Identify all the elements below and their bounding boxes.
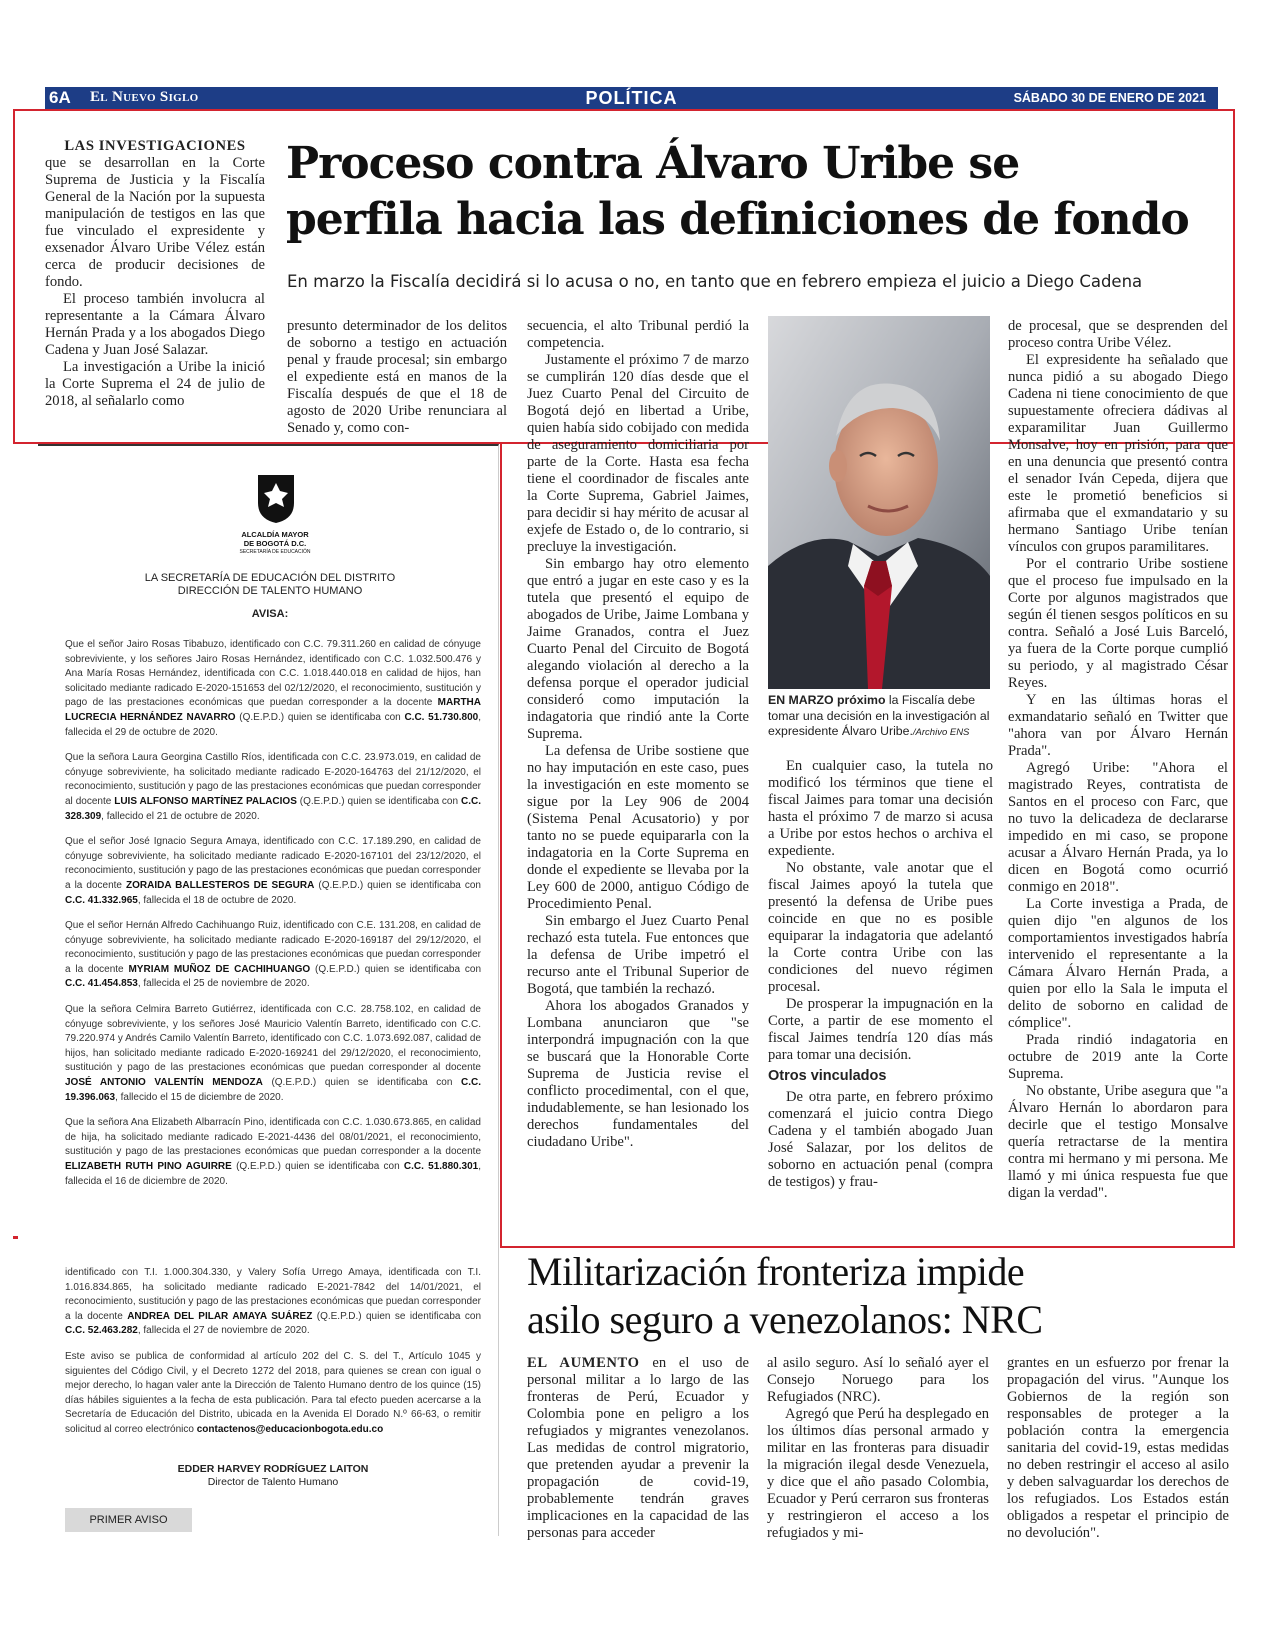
paragraph: El expresidente ha señalado que nunca pidió a su abogado Diego Cadena ni tiene conocimiento de que supuestamente ofreciera dádivas al exparamilitar Juan Guillermo Monsalve, hoy en prisión, para que en una denuncia que presentó contra el senador Iván Cepeda, dijera que este le prometió beneficios si afirmaba que el exmandatario y su hermano Santiago Uribe tenían vínculos con grupos paramilitares. [1008,352,1228,555]
article-column-2 [287,318,507,437]
notice-entry: Que el señor Hernán Alfredo Cachihuango Ruiz, identificado con C.E. 131.208, en calidad de cónyuge sobreviviente, ha solicitado mediante radicado E-2020-169187 del 29/12/2020, el reconocimiento, sustitución y pago de las prestaciones económicas que puedan corresponder a la docente MYRIAM MUÑOZ DE CACHIHUANGO (Q.E.P.D.) quien se identificaba con C.C. 41.454.853, fallecida el 25 de noviembre de 2020. [65,920,482,990]
paragraph: La investigación a Uribe la inició la Corte Suprema el 24 de julio de 2018, al señalarlo como [45,359,265,409]
article-headline [286,136,1189,248]
article-column-5 [1008,318,1228,1202]
caption-lead: EN MARZO próximo [768,693,886,707]
caption-text: la Fiscalía debe tomar una decisión en la investigación al expresidente Álvaro Uribe. [768,693,990,738]
paragraph: EL AUMENTO en el uso de personal militar a lo largo de las fronteras de Perú, Ecuador y Colombia pone en peligro a los refugiados y migrantes venezolanos. Las medidas de control migratorio, que pretenden ayudar a prevenir la propagación de covid-19, probablemente tendrán graves implicaciones en la capacidad de las personas para acceder [527,1355,750,1541]
headline2-line-2: asilo seguro a venezolanos: NRC [527,1297,1043,1342]
paragraph: No obstante, vale anotar que el fiscal Jaimes apoyó la tutela que presentó la defensa de Uribe pues coincide en que no es posible equiparar la indagatoria que adelantó la Corte contra Uribe con las condiciones del nuevo régimen procesal. [768,860,993,995]
paragraph: de procesal, que se desprenden del proceso contra Uribe Vélez. [1008,318,1228,351]
portrait-illustration [768,316,990,689]
section-title: POLÍTICA [585,88,678,108]
paragraph: Agregó Uribe: "Ahora el magistrado Reyes, contratista de Santos en el proceso con Farc, que no tuvo la delicadeza de declararse impedido en mi caso, se propone acusar a Álvaro Hernán Prada, ya lo dicen en Bogotá como ocurrió conmigo en 2018". [1008,760,1228,895]
photo-credit: /Archivo ENS [912,727,970,738]
paragraph: Por el contrario Uribe sostiene que el proceso fue impulsado en la Corte por algunos magistrados que según él tienen sesgos políticos en su contra. Señaló a José Luis Barceló, ya fuera de la Corte porque cumplió su periodo, y al magistrado César Reyes. [1008,556,1228,691]
headline2-line-1: Militarización fronteriza impide [527,1249,1025,1294]
paragraph: Sin embargo el Juez Cuarto Penal rechazó esta tutela. Fue entonces que la defensa de Uribe impetró el recurso ante el Tribunal Superior de Bogotá, que también la rechazó. [527,913,749,997]
paragraph: secuencia, el alto Tribunal perdió la competencia. [527,318,749,351]
notice-closing: Este aviso se publica de conformidad al artículo 202 del C. S. del T., Artículo 1045 y siguientes del Código Civil, y el Decreto 1272 del 2018, para quienes se crean con igual o mejor derecho, lo hagan valer ante la Dirección de Talento Humano dentro de los quince (15) días hábiles siguientes a la fecha de esta publicación. Para tal efecto pueden acercarse a la Secretaría de Educación del Distrito, ubicada en la Avenida El Dorado N.º 66-63, o remitir solicitud al correo electrónico contactenos@educacionbogota.edu.co [65,1350,481,1435]
notice-entry: Que la señora Laura Georgina Castillo Ríos, identificada con C.C. 23.973.019, en calidad de cónyuge sobreviviente, ha solicitado mediante radicado E-2020-164763 del 21/12/2020, el reconocimiento, sustitución y pago de las prestaciones económicas que puedan corresponder al docente LUIS ALFONSO MARTÍNEZ PALACIOS (Q.E.P.D.) quien se identificaba con C.C. 328.309, fallecido el 21 de octubre de 2020. [65,752,481,822]
paragraph: La Corte investiga a Prada, de quien dijo "en algunos de los comportamientos investigados habría intervenido el representante a la Cámara Álvaro Hernán Prada, a quien por ello la Sala le imputa el delito de soborno en calidad de cómplice". [1008,896,1228,1031]
notice-entry: Que el señor Jairo Rosas Tibabuzo, identificado con C.C. 79.311.260 en calidad de cónyuge sobreviviente, y los señores Jairo Rosas Hernández, identificado con C.C. 1.032.500.476 y Ana María Rosas Hernández, identificada con C.C. 1.018.440.018 en calidad de hijos, han solicitado mediante radicado E-2020-151653 del 02/12/2020, el reconocimiento, sustitución y pago de las prestaciones económicas que puedan corresponder a la docente MARTHA LUCRECIA HERNÁNDEZ NAVARRO (Q.E.P.D.) quien se identificaba con C.C. 51.730.800, fallecida el 29 de octubre de 2020. [65,639,481,738]
issue-date: SÁBADO 30 DE ENERO DE 2021 [1013,91,1206,105]
article-subtitle: En marzo la Fiscalía decidirá si lo acusa o no, en tanto que en febrero empieza el juicio a Diego Cadena [287,272,1143,291]
org-line-1: LA SECRETARÍA DE EDUCACIÓN DEL DISTRITO [144,572,396,584]
article2-headline [527,1248,1043,1344]
crop-mark [13,1236,18,1239]
bogota-shield-icon [256,473,296,525]
article2-column-3 [1007,1355,1229,1542]
logo-line-1: ALCALDÍA MAYOR [241,530,309,539]
notice-entry: identificado con T.I. 1.000.304.330, y Valery Sofía Urrego Amaya, identificada con T.I. 1.016.834.865, ha solicitado mediante radicado E-2021-7842 del 14/01/2021, el reconocimiento, sustitución y pago de las prestaciones económicas que puedan corresponder a la docente ANDREA DEL PILAR AMAYA SUÁREZ (Q.E.P.D.) quien se identificaba con C.C. 52.463.282, fallecida el 27 de noviembre de 2020. [65,1267,482,1337]
notice-entry: Que la señora Ana Elizabeth Albarracín Pino, identificada con C.C. 1.030.673.865, en calidad de hija, ha solicitado mediante radicado E-2021-4436 del 08/01/2021, el reconocimiento, sustitución y pago de las prestaciones económicas que puedan corresponder a la docente ELIZABETH RUTH PINO AGUIRRE (Q.E.P.D.) quien se identificaba con C.C. 51.880.301, fallecida el 16 de diciembre de 2020. [65,1117,481,1187]
paragraph: Justamente el próximo 7 de marzo se cumplirán 120 días desde que el Juez Cuarto Penal del Circuito de Bogotá dejó en libertad a Uribe, quien había sido cobijado con medida de aseguramiento domiciliaria por parte de la Corte. Hasta esa fecha tiene el coordinador de fiscales ante la Corte Suprema, Gabriel Jaimes, para decidir si hay mérito de acusar al exjefe de Estado o, de lo contrario, si precluye la investigación. [527,352,749,555]
paragraph: Ahora los abogados Granados y Lombana anunciaron que "se interpondrá impugnación con la que se buscará que la Honorable Corte Suprema de Justicia revise el conflicto procedimental, con el que, indudablemente, se han lesionado los derechos fundamentales del ciudadano Uribe". [527,998,749,1150]
headline-line-1: Proceso contra Álvaro Uribe se [286,138,1020,189]
paragraph: Y en las últimas horas el exmandatario señaló en Twitter que "ahora van por Álvaro Hernán Prada". [1008,692,1228,759]
notice-body-top [65,638,481,1200]
article-column-4 [768,758,993,1191]
section-subheading: Otros vinculados [768,1068,887,1084]
paragraph: Sin embargo hay otro elemento que entró a jugar en este caso y es la tutela que presentó el equipo de abogados de Uribe, Jaime Lombana y Jaime Granados, contra el Juez Cuarto Penal del Circuito de Bogotá alegando violación al derecho a la defensa porque el operador judicial consideró como imputación la indagatoria que rindió ante la Corte Suprema. [527,556,749,742]
signer-title: Director de Talento Humano [207,1476,339,1488]
notice-avisa: AVISA: [251,608,289,620]
notice-entry: Que el señor José Ignacio Segura Amaya, identificado con C.C. 17.189.290, en calidad de cónyuge sobreviviente, ha solicitado mediante radicado E-2020-167101 del 23/12/2020, el reconocimiento, sustitución y pago de las prestaciones económicas que puedan corresponder a la docente ZORAIDA BALLESTEROS DE SEGURA (Q.E.P.D.) quien se identificaba con C.C. 41.332.965, fallecida el 18 de octubre de 2020. [65,836,481,906]
primer-aviso-badge: PRIMER AVISO [65,1508,192,1532]
notice-org [60,572,480,621]
paragraph: al asilo seguro. Así lo señaló ayer el Consejo Noruego para los Refugiados (NRC). [767,1355,989,1405]
paragraph: Agregó que Perú ha desplegado en los últimos días personal armado y militar en las fronteras para disuadir la migración ilegal desde Venezuela, y dice que el año pasado Colombia, Ecuador y Perú cerraron sus fronteras y restringieron el acceso a los refugiados y mi- [767,1406,989,1541]
paragraph: No obstante, Uribe asegura que "a Álvaro Hernán lo abordaron para decirle que el testigo Monsalve quería retractarse de la mentira contra mi hermano y mi persona. Me llamó y mi única respuesta fue que digan la verdad". [1008,1083,1228,1201]
page-number: 6A [49,88,71,107]
paragraph: Prada rindió indagatoria en octubre de 2019 ante la Corte Suprema. [1008,1032,1228,1082]
newspaper-brand: El Nuevo Siglo [90,89,199,105]
notice-signature [65,1463,481,1489]
article-column-3 [527,318,749,1151]
photo-caption [768,693,993,741]
logo-line-2: DE BOGOTÁ D.C. [243,539,307,548]
notice-entry: Que la señora Celmira Barreto Gutiérrez, identificada con C.C. 28.758.102, en calidad de cónyuge sobreviviente, y los señores José Mauricio Valentín Barreto, identificado con C.C. 79.220.974 y Andrés Camilo Valentín Barreto, identificado con C.C. 1.073.692.087, calidad de hijos, han solicitado mediante radicado E-2020-169241 del 29/12/2020, el reconocimiento, sustitución y pago de las prestaciones económicas que puedan corresponder al docente JOSÉ ANTONIO VALENTÍN MENDOZA (Q.E.P.D.) quien se identificaba con C.C. 19.396.063, fallecido el 15 de diciembre de 2020. [65,1004,481,1103]
article2-column-2 [767,1355,989,1542]
lead-in: EL AUMENTO [527,1355,640,1371]
logo-text [215,530,335,557]
lead-in: LAS INVESTIGACIONES [64,138,246,154]
paragraph: El proceso también involucra al representante a la Cámara Álvaro Hernán Prada y a los abogados Diego Cadena y Juan José Salazar. [45,291,265,358]
org-line-2: DIRECCIÓN DE TALENTO HUMANO [177,585,363,597]
photo-alvaro-uribe [768,316,990,689]
signer-name: EDDER HARVEY RODRÍGUEZ LAITON [177,1463,369,1475]
paragraph: presunto determinador de los delitos de soborno a testigo en actuación penal y fraude procesal; sin embargo el expediente está en manos de la Fiscalía después de que el 18 de agosto de 2020 Uribe renunciara al Senado y, como con- [287,318,507,436]
paragraph: La defensa de Uribe sostiene que no hay imputación en este caso, pues la investigación en este momento se sigue por la Ley 906 de 2004 (Sistema Penal Acusatorio) y por tanto no se puede equipararla con la indagatoria en la Corte Suprema en donde el expediente se llevaba por la Ley 600 de 2000, antiguo Código de Procedimiento Penal. [527,743,749,912]
paragraph: En cualquier caso, la tutela no modificó los términos que tiene el fiscal Jaimes para tomar una decisión hasta el próximo 7 de marzo si acusa a Uribe por estos hechos o archiva el expediente. [768,758,993,859]
section-header-bar [45,87,1218,109]
article2-column-1 [527,1355,749,1542]
notice-email: contactenos@educacionbogota.edu.co [196,1423,384,1435]
paragraph: que se desarrollan en la Corte Suprema de Justicia y la Fiscalía General de la Nación por la supuesta manipulación de testigos en las que fue vinculado el expresidente y exsenador Álvaro Uribe Vélez están cerca de producir decisiones de fondo. [45,155,265,290]
logo-line-3: SECRETARÍA DE EDUCACIÓN [239,549,311,555]
paragraph: grantes en un esfuerzo por frenar la propagación del virus. "Aunque los Gobiernos de la región son responsables de proteger a la población contra la emergencia sanitaria del covid-19, estas medidas no deben restringir el acceso al asilo y deben salvaguardar los derechos de los refugiados. Los Estados están obligados a respetar el principio de no devolución". [1007,1355,1229,1541]
headline-line-2: perfila hacia las definiciones de fondo [286,194,1189,245]
notice-body-bottom [65,1266,481,1449]
article-column-1 [45,138,265,410]
paragraph: De prosperar la impugnación en la Corte, a partir de ese momento el fiscal Jaimes tendría 120 días más para tomar una decisión. [768,996,993,1063]
paragraph: De otra parte, en febrero próximo comenzará el juicio contra Diego Cadena y el también abogado Juan José Salazar, por los delitos de soborno en actuación penal (compra de testigos) y frau- [768,1089,993,1190]
